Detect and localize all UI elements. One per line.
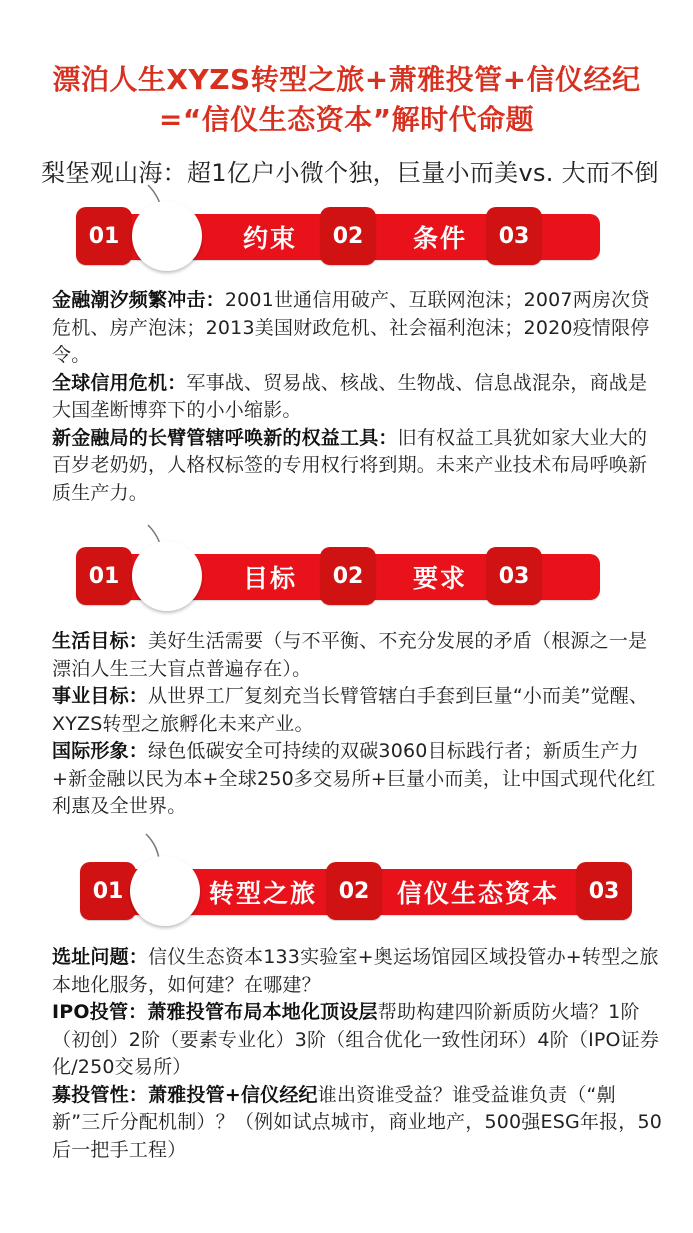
banner-num-3: 03 [486, 207, 542, 265]
banner-3 [70, 858, 640, 926]
paragraph-label: 金融潮汐频繁冲击： [52, 289, 225, 311]
banner-2 [60, 543, 620, 611]
paragraph-text: 绿色低碳安全可持续的双碳3060目标践行者；新质生产力+新金融以民为本+全球250多交易所+巨量小而美，让中国式现代化红利惠及全世界。 [52, 740, 656, 818]
banner-num-2: 02 [326, 862, 382, 920]
paragraph-label-2: 萧雅投管布局本地化顶设层 [147, 1001, 378, 1024]
paragraph [52, 738, 664, 821]
paragraph-label: 生活目标： [52, 630, 149, 652]
section-1-text [52, 287, 664, 507]
banner-circle [132, 201, 202, 271]
banner-word-2: 信仪生态资本 [396, 879, 559, 908]
paragraph-label: 国际形象： [52, 740, 149, 763]
banner-1 [60, 203, 620, 271]
section-3-text [52, 944, 664, 1164]
paragraph [52, 370, 664, 425]
paragraph-label: 选址问题： [52, 946, 149, 968]
banner-num-2: 02 [320, 207, 376, 265]
paragraph-text: 军事战、贸易战、核战、生物战、信息战混杂，商战是大国垄断博弈下的小小缩影。 [52, 371, 648, 422]
paragraph [52, 944, 664, 999]
paragraph [52, 425, 664, 508]
banner-word-1: 转型之旅 [208, 879, 317, 908]
paragraph [52, 999, 664, 1082]
paragraph-text: 谁出资谁受益？谁受益谁负责（“劓新”三斤分配机制）？（例如试点城市，商业地产，500强ESG年报，50后一把手工程） [52, 1083, 663, 1161]
banner-num-2: 02 [320, 547, 376, 605]
subtitle: 梨堡观山海：超1亿户小微个独，巨量小而美vs. 大而不倒 [41, 159, 659, 187]
banner-word-1: 目标 [242, 564, 297, 593]
paragraph-text: 美好生活需要（与不平衡、不充分发展的矛盾（根源之一是漂泊人生三大盲点普遍存在）。 [52, 630, 648, 680]
paragraph [52, 287, 664, 370]
paragraph-label: 新金融局的长臂管辖呼唤新的权益工具： [52, 426, 398, 449]
page-title [0, 64, 693, 136]
title-line-1: 漂泊人生XYZS转型之旅+萧雅投管+信仪经纪 [52, 63, 641, 96]
paragraph-text: 从世界工厂复刻充当长臂管辖白手套到巨量“小而美”觉醒、XYZS转型之旅孵化未来产业。 [52, 685, 649, 735]
paragraph-label: IPO投管： [52, 1001, 148, 1024]
banner-circle [132, 541, 202, 611]
section-2-text [52, 628, 664, 821]
banner-circle [130, 856, 200, 926]
paragraph [52, 683, 664, 738]
paragraph-label: 事业目标： [52, 685, 149, 708]
paragraph-text: 帮助构建四阶新质防火墙？1阶（初创）2阶（要素专业化）3阶（组合优化一致性闭环）4阶（IPO证券化/250交易所） [52, 1001, 660, 1079]
paragraph-label: 募投管性： [52, 1083, 149, 1106]
paragraph-label: 全球信用危机： [52, 371, 187, 394]
paragraph-text: 2001世通信用破产、互联网泡沫；2007两房次贷危机、房产泡沫；2013美国财政危机、社会福利泡沫；2020疫情限停令。 [52, 289, 650, 367]
paragraph-text: 旧有权益工具犹如家大业大的百岁老奶奶，人格权标签的专用权行将到期。未来产业技术布局呼唤新质生产力。 [52, 426, 648, 504]
banner-word-1: 约束 [242, 224, 297, 253]
banner-num-3: 03 [486, 547, 542, 605]
paragraph-label-2: 萧雅投管+信仪经纪 [148, 1083, 318, 1106]
paragraph [52, 1082, 664, 1165]
banner-word-2: 要求 [412, 564, 467, 593]
paragraph-text: 信仪生态资本133实验室+奥运场馆园区域投管办+转型之旅本地化服务，如何建？在哪建？ [52, 946, 659, 996]
paragraph [52, 628, 664, 683]
title-line-2: =“信仪生态资本”解时代命题 [158, 103, 535, 137]
banner-num-3: 03 [576, 862, 632, 920]
banner-num-1: 01 [80, 862, 136, 920]
banner-word-2: 条件 [412, 224, 467, 253]
banner-num-1: 01 [76, 547, 132, 605]
banner-num-1: 01 [76, 207, 132, 265]
